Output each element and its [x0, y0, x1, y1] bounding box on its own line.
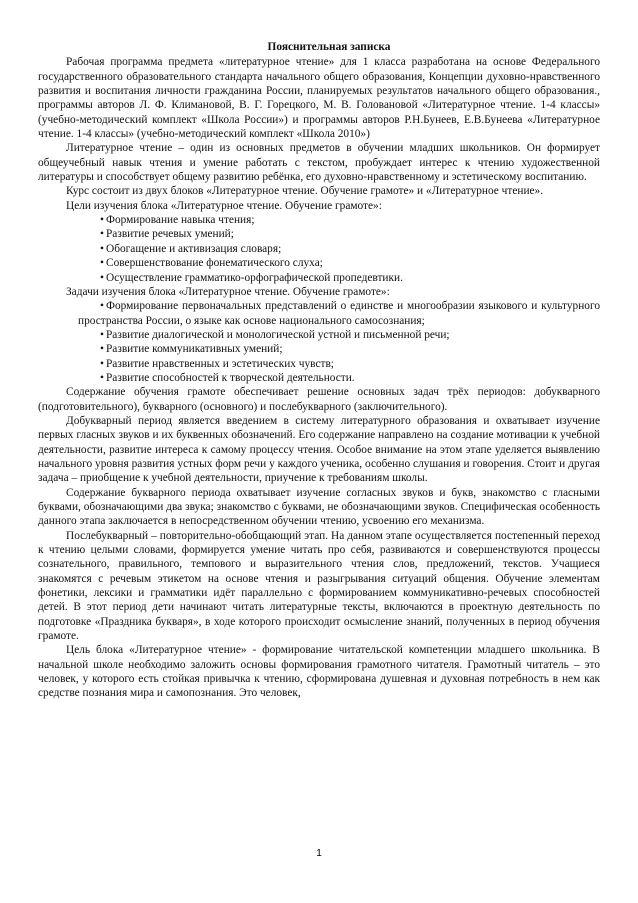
list-item: • Развитие способностей к творческой деятельности.	[100, 371, 355, 384]
tasks-heading: Задачи изучения блока «Литературное чтение. Обучение грамоте»:	[66, 285, 390, 298]
bullet-icon: •	[100, 242, 104, 255]
bullet-icon: •	[100, 357, 104, 370]
bullet-icon: •	[100, 228, 104, 241]
list-item: • Развитие речевых умений;	[100, 228, 234, 241]
list-item: • Развитие нравственных и эстетических чувств;	[100, 357, 334, 370]
bullet-icon: •	[100, 328, 104, 341]
list-item: • Осуществление грамматико-орфографической пропедевтики.	[100, 271, 403, 284]
bullet-icon: •	[100, 257, 104, 270]
tasks-list	[38, 299, 600, 385]
page-number: 1	[316, 848, 322, 859]
paragraph-intro: Рабочая программа предмета «литературное чтение» для 1 класса разработана на основе Федерального государственного образовательного стандарта начального общего образования, Концепции духовно-нравственного развития и воспитания личности гражданина России, планируемых результатов начального общего образования., программы авторов Л. Ф. Климановой, В. Г. Горецкого, М. В. Головановой «Литературное чтение. 1-4 классы» (учебно-методический комплект «Школа России») и программы авторов Р.Н.Бунеев, Е.В.Бунеева «Литературное чтение. 1-4 классы» (учебно-методический комплект «Школа 2010»)	[38, 56, 600, 141]
paragraph-subject: Литературное чтение – один из основных предметов в обучении младших школьников. Он формирует общеучебный навык чтения и умение работать с текстом, пробуждает интерес к чтению художественной литературы и способствует общему развитию ребёнка, его духовно-нравственному и эстетическому воспитанию.	[38, 142, 600, 184]
bullet-icon: •	[100, 343, 104, 356]
list-item: • Формирование навыка чтения;	[100, 214, 255, 227]
paragraph-course: Курс состоит из двух блоков «Литературное чтение. Обучение грамоте» и «Литературное чтение».	[66, 185, 544, 198]
bullet-icon: •	[100, 371, 104, 384]
bullet-icon: •	[100, 300, 104, 313]
goals-heading: Цели изучения блока «Литературное чтение. Обучение грамоте»:	[66, 199, 382, 212]
goals-list	[38, 213, 600, 285]
bullet-icon: •	[100, 214, 104, 227]
page-title: Пояснительная записка	[267, 41, 391, 53]
list-item: • Формирование первоначальных представлений о единстве и многообразии языкового и культурного пространства России, о языке как основе национального самосознания;	[78, 300, 600, 327]
list-item: • Обогащение и активизация словаря;	[100, 242, 282, 255]
paragraph-primer: Содержание букварного периода охватывает изучение согласных звуков и букв, знакомство с гласными буквами, обозначающими два звука; знакомство с буквами, не обозначающими звуков. Специфическая особенность данного этапа заключается в непосредственном обучении чтению, усвоению его механизма.	[38, 486, 600, 528]
paragraph-reading-goal: Цель блока «Литературное чтение» - формирование читательской компетенции младшего школьника. В начальной школе необходимо заложить основы формирования грамотного читателя. Грамотный читатель – это человек, у которого есть стойкая привычка к чтению, сформирована душевная и духовная потребность в нем как средстве познания мира и самопознания. Это человек,	[38, 644, 600, 700]
paragraph-post-primer: Послебукварный – повторительно-обобщающий этап. На данном этапе осуществляется постепенный переход к чтению целыми словами, формируется умение читать про себя, развиваются и совершенствуются процессы сознательного, правильного, темпового и выразительного чтения слов, предложений, текстов. Учащиеся знакомятся с речевым этикетом на основе чтения и разыгрывания ситуаций общения. Обучение элементам фонетики, лексики и грамматики идёт параллельно с формированием коммуникативно-речевых способностей детей. В этот период дети начинают читать литературные тексты, включаются в проектную деятельность по подготовке «Праздника букваря», в ходе которого происходит осмысление знаний, полученных в период обучения грамоте.	[38, 529, 600, 643]
bullet-icon: •	[100, 271, 104, 284]
list-item: • Развитие диалогической и монологической устной и письменной речи;	[100, 328, 450, 341]
list-item: • Совершенствование фонематического слуха;	[100, 257, 323, 270]
paragraph-pre-primer: Добукварный период является введением в систему литературного образования и охватывает изучение первых гласных звуков и их буквенных обозначений. Его содержание направлено на создание мотивации к учебной деятельности, развитие интереса к самому процессу чтения. Особое внимание на этом этапе уделяется выявлению начального уровня развития устных форм речи у каждого ученика, особенно слушания и говорения. Стоит и другая задача – приобщение к учебной деятельности, приучение к требованиям школы.	[38, 414, 600, 485]
paragraph-periods: Содержание обучения грамоте обеспечивает решение основных задач трёх периодов: добукварного (подготовительного), букварного (основного) и послебукварного (заключительного).	[38, 386, 600, 413]
list-item: • Развитие коммуникативных умений;	[100, 343, 283, 356]
